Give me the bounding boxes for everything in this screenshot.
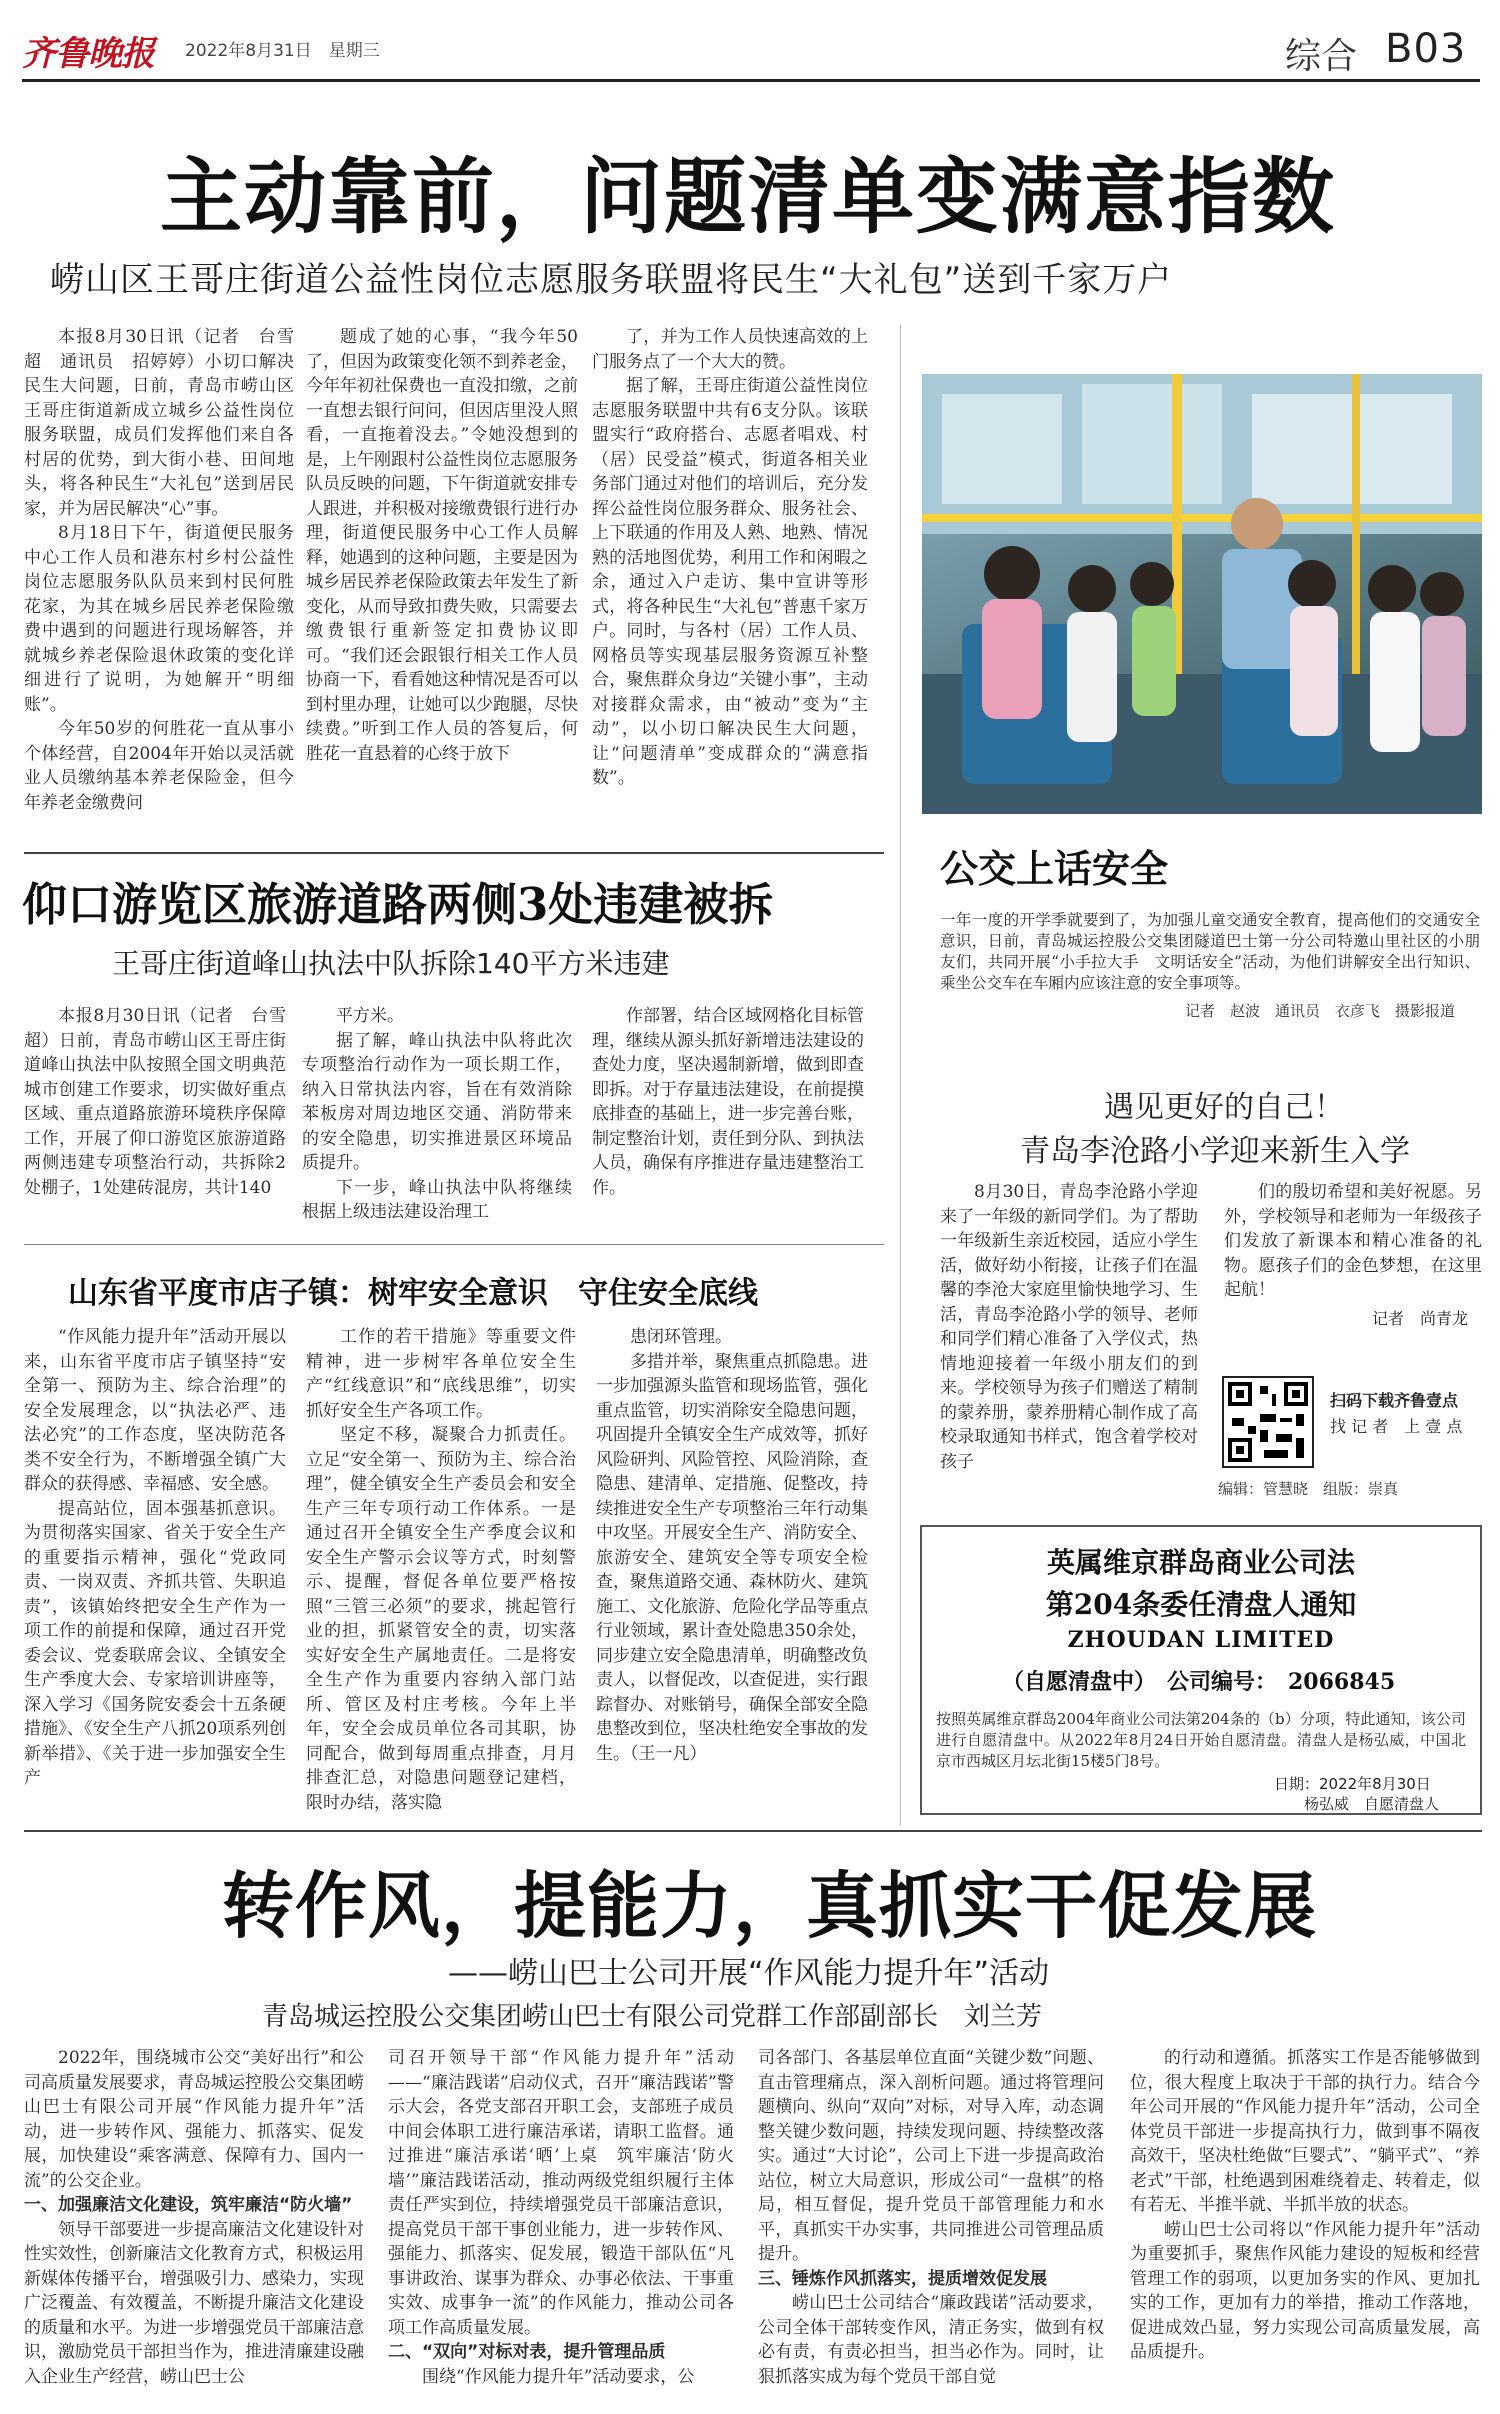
rule-story1-bottom (24, 852, 884, 854)
notice-date: 日期：2022年8月30日 (1274, 1775, 1431, 1793)
paragraph: 坚定不移，凝聚合力抓责任。立足“安全第一、预防为主、综合治理”，健全镇安全生产委员会和安全生产三年专项行动工作体系。一是通过召开全镇安全生产季度会议和安全生产警示会议等方式，时刻警示、提醒，督促各单位要严格按照“三管三必须”的要求，挑起管行业的担，抓紧管安全的责，切实落实好安全生产属地责任。二是将安全生产作为重要内容纳入部门站所、管区及村庄考核。今年上半年，安全会成员单位各司其职，协同配合，做到每周重点排查，月月排查汇总，对隐患问题登记建档，限时办结，落实隐 (306, 1425, 576, 1813)
story4-col1 (940, 1180, 1198, 1480)
qr-label-download: 扫码下载齐鲁壹点 (1330, 1391, 1459, 1410)
story3-col1 (24, 1325, 286, 1825)
notice-title-2: 第204条委任清盘人通知 (1045, 1588, 1357, 1621)
story5-col1-subhead: 一、加强廉洁文化建设，筑牢廉洁“防火墙” (24, 2195, 353, 2215)
photo-caption: 一年一度的开学季就要到了，为加强儿童交通安全教育，提高他们的交通安全意识，日前，青岛城运控股公交集团隧道巴士第一分公司特邀山里社区的小朋友们，共同开展“小手拉大手 文明话安全”活动，为他们讲解安全出行知识、乘坐公交车在车厢内应该注意的安全事项等。 (940, 911, 1480, 992)
story3-col3 (596, 1325, 868, 1825)
story5-headline: 转作风，提能力，真抓实干促发展 (222, 1863, 1318, 1948)
story5-col1 (24, 2046, 364, 2411)
story4-credit: 记者 尚青龙 (1372, 1309, 1469, 1328)
notice-status: （自愿清盘中） 公司编号： 2066845 (1002, 1669, 1396, 1695)
story2-headline: 仰口游览区旅游道路两侧3处违建被拆 (22, 878, 774, 931)
paragraph: 提高站位，固本强基抓意识。为贯彻落实国家、省关于安全生产的重要指示精神，强化“党政同责、一岗双责、齐抓共管、失职追责”，该镇始终把安全生产作为一项工作的前提和保障，通过召开党委会议、党委联席会议、全镇安全生产季度大会、专家培训讲座等，深入学习《国务院安委会十五条硬措施》、《安全生产八抓20项系列创新举措》、《关于进一步加强安全生产 (24, 1498, 286, 1788)
header-rule (22, 79, 1480, 82)
paragraph: 作部署，结合区域网格化目标管理，继续从源头抓好新增违法建设的查处力度，坚决遏制新增，做到即查即拆。对于存量违法建设，在前提摸底排查的基础上，进一步完善台账，制定整治计划，责任到分队、到执法人员，确保有序推进存量违建整治工作。 (592, 1006, 864, 1198)
paragraph: 们的殷切希望和美好祝愿。另外，学校领导和老师为一年级孩子们发放了新课本和精心准备的礼物。愿孩子们的金色梦想，在这里起航！ (1224, 1182, 1482, 1300)
paragraph: 本报8月30日讯（记者 台雪超）日前，青岛市崂山区王哥庄街道峰山执法中队按照全国文明典范城市创建工作要求，切实做好重点区域、重点道路旅游环境秩序保障工作，开展了仰口游览区旅游道路两侧违建专项整治行动，共拆除2处棚子，1处建砖混房，共计140 (24, 1006, 286, 1198)
paragraph: 了，并为工作人员快速高效的上门服务点了一个大大的赞。 (592, 327, 868, 372)
photo-bus-safety (922, 374, 1482, 814)
story1-headline: 主动靠前，问题清单变满意指数 (160, 149, 1337, 245)
notice-company-en: ZHOUDAN LIMITED (1067, 1627, 1335, 1653)
photo-credit: 记者 赵波 通讯员 衣彦飞 摄影报道 (1185, 1002, 1456, 1020)
story2-subhead: 王哥庄街道峰山执法中队拆除140平方米违建 (112, 947, 670, 980)
story5-col4 (1130, 2046, 1480, 2411)
paragraph: 下一步，峰山执法中队将继续根据上级违法建设治理工 (302, 1177, 572, 1222)
paragraph: 本报8月30日讯（记者 台雪超 通讯员 招婷婷）小切口解决民生大问题，日前，青岛市崂山区王哥庄街道新成立城乡公益性岗位服务联盟，成员们发挥他们来自各村居的优势，到大街小巷、田间地头，将各种民生“大礼包”送到居民家，并为居民解决“心”事。 (24, 327, 294, 519)
story4-headline: 遇见更好的自己！ (1104, 1090, 1344, 1125)
rule-story2-bottom (24, 1244, 884, 1245)
story5-col1-para2: 领导干部要进一步提高廉洁文化建设针对性实效性，创新廉洁文化教育方式，积极运用新媒体传播平台，增强吸引力、感染力，实现广泛覆盖、有效覆盖，不断提升廉洁文化建设的质量和水平。为进一步增强党员干部廉洁意识，激励党员干部担当作为，推进清廉建设融入企业生产经营，崂山巴士公 (24, 2219, 364, 2387)
paragraph: 患闭环管理。 (630, 1327, 732, 1347)
section-name: 综合 (1285, 36, 1358, 77)
story4-subhead: 青岛李沧路小学迎来新生入学 (1020, 1134, 1410, 1169)
notice-title-1: 英属维京群岛商业公司法 (1046, 1546, 1355, 1579)
legal-notice-box (920, 1525, 1482, 1815)
story2-col2 (302, 1004, 572, 1234)
paragraph: 据了解，峰山执法中队将此次专项整治行动作为一项长期工作，纳入日常执法内容，旨在有效消除苯板房对周边地区交通、消防带来的安全隐患，切实推进景区环境品质提升。 (302, 1030, 572, 1173)
paragraph: 多措并举，聚焦重点抓隐患。进一步加强源头监管和现场监管，强化重点监管，切实消除安全隐患问题，巩固提升全镇安全生产成效等，抓好风险研判、风险管控、风险消除，查隐患、建清单、定措施、促整改，持续推进安全生产专项整治三年行动集中攻坚。开展安全生产、消防安全、旅游安全、建筑安全等专项安全检查，聚焦道路交通、森林防火、建筑施工、文化旅游、危险化学品等重点行业领域，累计查处隐患350余处，同步建立安全隐患清单，明确整改负责人，以督促改，以查促进，实行跟踪督办、对账销号，确保全部安全隐患整改到位，坚决杜绝安全事故的发生。（王一凡） (596, 1351, 868, 1764)
paragraph: 据了解，王哥庄街道公益性岗位志愿服务联盟中共有6支分队。该联盟实行“政府搭台、志愿者唱戏、村（居）民受益”模式，街道各相关业务部门通过对他们的培训后，充分发挥公益性岗位服务群众、服务社会、上下联通的作用及人熟、地熟、情况熟的活地图优势，利用工作和闲暇之余，通过入户走访、集中宣讲等形式，将各种民生“大礼包”普惠千家万户。同时，与各村（居）工作人员、网格员等实现基层服务资源互补整合，聚焦群众身边“关键小事”，主动对接群众需求，由“被动”变为“主动”，以小切口解决民生大问题，让“问题清单”变成群众的“满意指数”。 (592, 376, 868, 788)
paragraph: 题成了她的心事，“我今年50了，但因为政策变化领不到养老金，今年年初社保费也一直没扣缴，之前一直想去银行问问，但因店里没人照看，一直拖着没去。”令她没想到的是，上午刚跟村公益性岗位志愿服务队员反映的问题，下午街道就安排专人跟进，并积极对接缴费银行进行办理，街道便民服务中心工作人员解释，她遇到的这种问题，主要是因为城乡居民养老保险政策去年发生了新变化，从而导致扣费失败，只需要去缴费银行重新签定扣费协议即可。“我们还会跟银行相关工作人员协商一下，看看她这种情况是否可以到村里办理，让她可以少跑腿，尽快续费。”听到工作人员的答复后，何胜花一直悬着的心终于放下 (306, 327, 578, 764)
paragraph: 8月18日下午，街道便民服务中心工作人员和港东村乡村公益性岗位志愿服务队队员来到村民何胜花家，为其在城乡居民养老保险缴费中遇到的问题进行现场解答，并就城乡养老保险退休政策的变化详细进行了说明，为她解开“明细账”。 (24, 523, 294, 715)
story3-headline: 山东省平度市店子镇：树牢安全意识 守住安全底线 (68, 1276, 758, 1311)
masthead (0, 0, 1500, 80)
story5-col2 (388, 2046, 734, 2411)
qr-code-icon[interactable] (1222, 1376, 1314, 1468)
editor-line: 编辑：管慧晓 组版：崇真 (1218, 1480, 1399, 1498)
rule-story3-bottom (24, 1830, 1482, 1832)
notice-body: 按照英属维京群岛2004年商业公司法第204条的（b）分项，特此通知，该公司进行自愿清盘中。从2022年8月24日开始自愿清盘。清盘人是杨弘威，中国北京市西城区月坛北街15楼5门8号。 (936, 1710, 1466, 1770)
paragraph: “作风能力提升年”活动开展以来，山东省平度市店子镇坚持“安全第一、预防为主、综合治理”的安全发展理念，以“执法必严、违法必究”的工作态度，坚决防范各类不安全行为，不断增强全镇广大群众的获得感、幸福感、安全感。 (24, 1327, 286, 1494)
story5-col3 (758, 2046, 1104, 2411)
rule-right-column (900, 325, 901, 1825)
notice-signer: 杨弘威 自愿清盘人 (1304, 1795, 1440, 1813)
story1-col1 (24, 325, 294, 845)
paragraph: 8月30日，青岛李沧路小学迎来了一年级的新同学们。为了帮助一年级新生亲近校园，适应小学生活，做好幼小衔接，让孩子们在温馨的李沧大家庭里愉快地学习、生活，青岛李沧路小学的领导、老师和同学们精心准备了入学仪式，热情地迎接着一年级小朋友们的到来。学校领导为孩子们赠送了精制的蒙养册，蒙养册精心制作成了高校录取通知书样式，饱含着学校对孩子 (940, 1182, 1198, 1472)
paragraph: 平方米。 (336, 1006, 404, 1026)
story2-col1 (24, 1004, 286, 1234)
story5-col3-para: 司各部门、各基层单位直面“关键少数”问题、直击管理痛点，深入剖析问题。通过将管理问题横向、纵向“双向”对标，对导入库，动态调整关键少数问题，持续发现问题、持续整改落实。通过“大讨论”，公司上下进一步提高政治站位，树立大局意识，形成公司“一盘棋”的格局，相互督促，提升党员干部管理能力和水平，真抓实干办实事，共同推进公司管理品质提升。 (758, 2048, 1104, 2264)
paragraph: 的行动和遵循。抓落实工作是否能够做到位，很大程度上取决于干部的执行力。结合今年公司开展的“作风能力提升年”活动，公司全体党员干部进一步提高执行力，做到事不隔夜高效干，坚决杜绝做“巨婴式”、“躺平式”、“养老式”干部，杜绝遇到困难绕着走、转着走，似有若无、半推半就、半抓半放的状态。 (1130, 2048, 1480, 2215)
story5-col3-para2: 崂山巴士公司结合“廉政践诺”活动要求，公司全体干部转变作风，清正务实，做到有权必有责，有责必担当，担当必作为。同时，让狠抓落实成为每个党员干部自觉 (758, 2293, 1104, 2387)
bus-interior-image (922, 374, 1482, 814)
qr-label-reporter: 找 记 者 上 壹 点 (1330, 1417, 1463, 1436)
page-number: B03 (1385, 26, 1467, 72)
story5-col2-para: 司召开领导干部“作风能力提升年”活动——“廉洁践诺”启动仪式，召开“廉洁践诺”警示大会，各党支部召开职工会，支部班子成员中间会体职工进行廉洁承诺，请职工监督。通过推进“廉洁承诺‘晒’上桌 筑牢廉洁‘防火墙’”廉洁践诺活动，推动两级党组织履行主体责任严实到位，持续增强党员干部廉洁意识，提高党员干部干事创业能力，进一步转作风、强能力、抓落实、促发展，锻造干部队伍“凡事讲政治、谋事为群众、办事必依法、干事重实效、成事争一流”的作风能力，推动公司各项工作高质量发展。 (388, 2048, 734, 2338)
story5-subhead: ——崂山巴士公司开展“作风能力提升年”活动 (448, 1956, 1050, 1991)
story5-col2-subhead: 二、“双向”对标对表，提升管理品质 (388, 2342, 666, 2362)
story5-col1-para: 2022年，围绕城市公交“美好出行”和公司高质量发展要求，青岛城运控股公交集团崂山巴士有限公司开展“作风能力提升年”活动，进一步转作风、强能力、抓落实、促发展，加快建设“乘客满意、保障有力、国内一流”的公交企业。 (24, 2048, 364, 2191)
paragraph: 工作的若干措施》等重要文件精神，进一步树牢各单位安全生产“红线意识”和“底线思维”，切实抓好安全生产各项工作。 (306, 1327, 576, 1421)
story5-byline: 青岛城运控股公交集团崂山巴士有限公司党群工作部副部长 刘兰芳 (262, 2002, 1043, 2032)
paragraph: 崂山巴士公司将以“作风能力提升年”活动为重要抓手，聚焦作风能力建设的短板和经营管理工作的弱项，以更加务实的作风、更加扎实的工作，更加有力的举措，推动工作落地，促进成效凸显，努力实现公司高质量发展，高品质提升。 (1130, 2219, 1480, 2362)
newspaper-logo: 齐鲁晚报 (22, 34, 154, 74)
story3-col2 (306, 1325, 576, 1825)
story5-col3-subhead: 三、锤炼作风抓落实，提质增效促发展 (758, 2268, 1047, 2289)
story2-col3 (592, 1004, 864, 1234)
story1-col2 (306, 325, 578, 845)
paragraph: 今年50岁的何胜花一直从事小个体经营，自2004年开始以灵活就业人员缴纳基本养老保险金，但今年养老金缴费问 (24, 719, 294, 813)
story5-col2-para2: 围绕“作风能力提升年”活动要求，公 (422, 2366, 695, 2387)
story1-subhead: 崂山区王哥庄街道公益性岗位志愿服务联盟将民生“大礼包”送到千家万户 (50, 260, 1173, 300)
story1-col3 (592, 325, 868, 845)
photo-caption-title: 公交上话安全 (940, 846, 1169, 891)
qr-pattern (1224, 1378, 1312, 1466)
issue-date: 2022年8月31日 星期三 (185, 41, 380, 61)
